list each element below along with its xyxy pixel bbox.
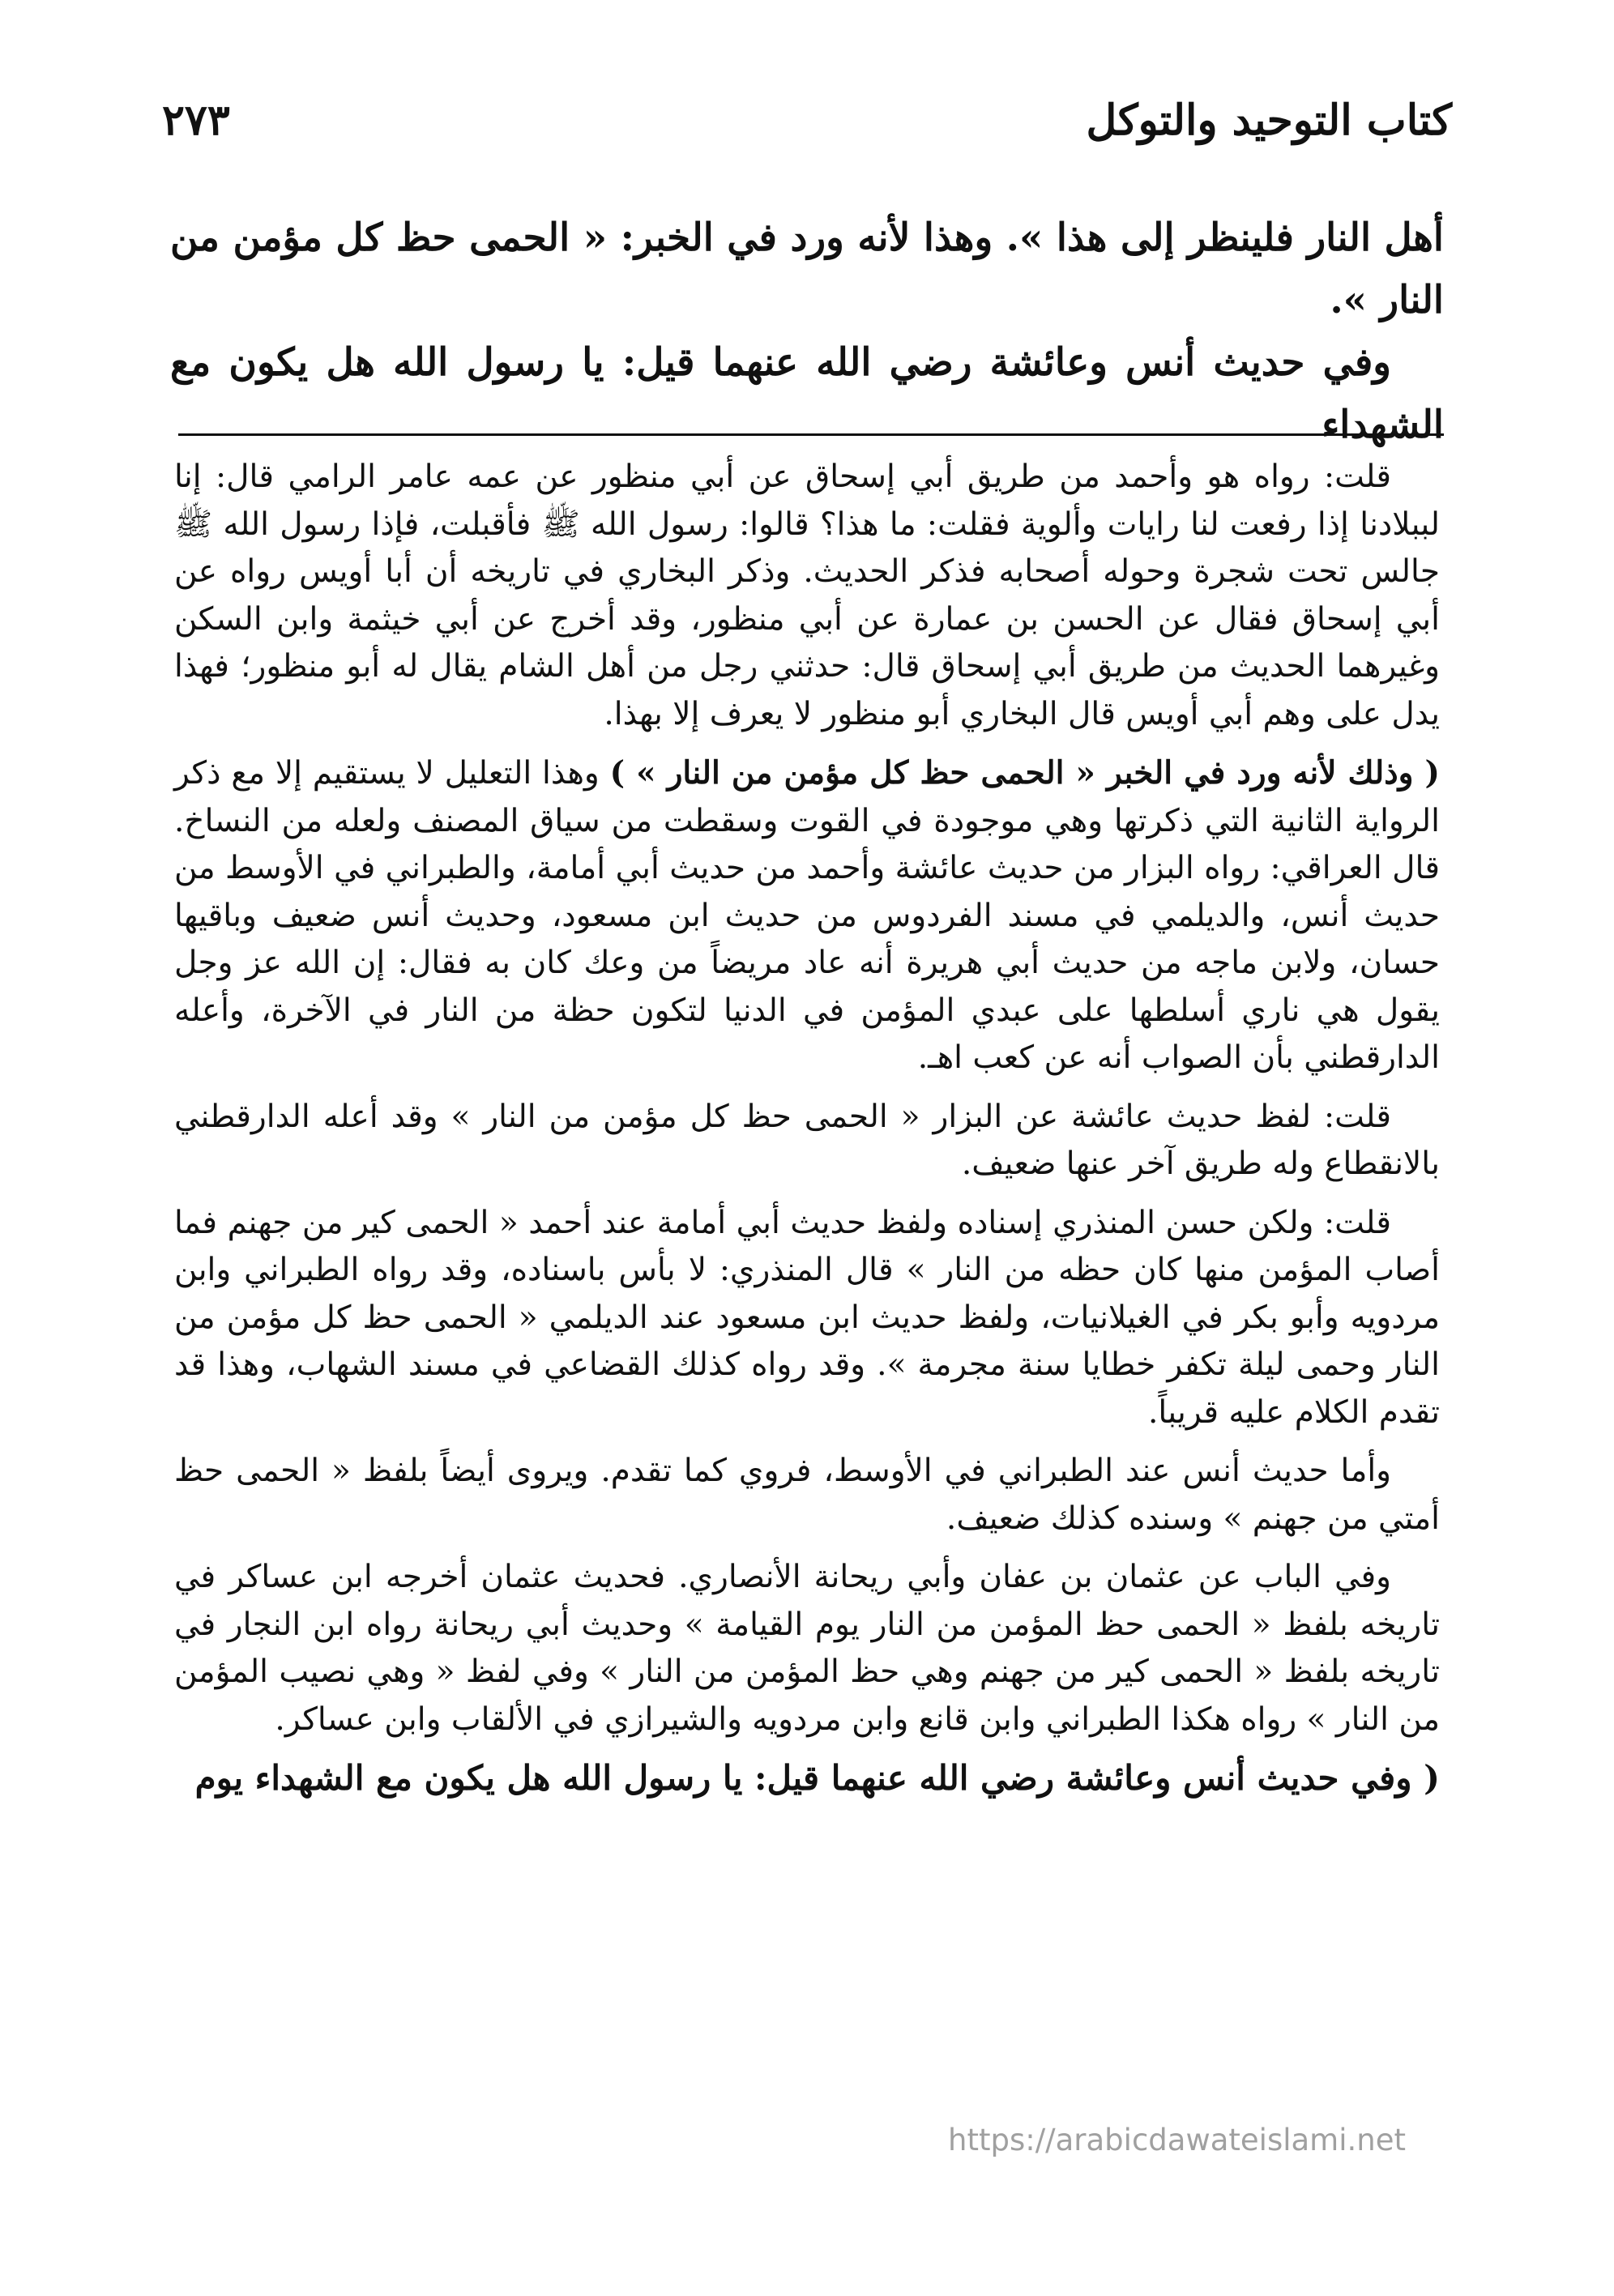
quoted-matn: ( وفي حديث أنس وعائشة رضي الله عنهما قيل: يا رسول الله هل يكون مع الشهداء يوم bbox=[194, 1758, 1440, 1798]
quoted-matn: ( وذلك لأنه ورد في الخبر « الحمى حظ كل مؤمن من النار » ) bbox=[609, 754, 1441, 792]
watermark-url: https://arabicdawateislami.net bbox=[948, 2123, 1406, 2157]
commentary-paragraph: قلت: لفظ حديث عائشة عن البزار « الحمى حظ كل مؤمن من النار » وقد أعله الدارقطني بالانقطاع وله طريق آخر عنها ضعيف. bbox=[174, 1098, 1440, 1182]
commentary-paragraph: قلت: رواه هو وأحمد من طريق أبي إسحاق عن أبي منظور عن عمه عامر الرامي قال: إنا لببلادنا إذا رفعت لنا رايات وألوية فقلت: ما هذا؟ قالوا: رسول الله ﷺ فأقبلت، فإذا رسول الله ﷺ جالس تحت شجرة وحوله أصحابه فذكر الحديث. وذكر البخاري في تاريخه أن أبا أويس رواه عن أبي إسحاق فقال عن الحسن بن عمارة عن أبي منظور، وقد أخرج عن أبي خيثمة وابن السكن وغيرهما الحديث من طريق أبي إسحاق قال: حدثني رجل من أهل الشام يقال له أبو منظور؛ فهذا يدل على وهم أبي أويس قال البخاري أبو منظور لا يعرف إلا بهذا. bbox=[174, 459, 1440, 732]
page-header bbox=[162, 96, 1452, 169]
commentary-text: وهذا التعليل لا يستقيم إلا مع ذكر الرواية الثانية التي ذكرتها وهي موجودة في القوت وسقطت من سياق المصنف ولعله من النساخ. قال العراقي: رواه البزار من حديث عائشة وأحمد من حديث أبي أمامة، والطبراني في الأوسط من حديث أنس، والديلمي في مسند الفردوس من حديث ابن مسعود، وحديث أنس ضعيف وباقيها حسان، ولابن ماجه من حديث أبي هريرة أنه عاد مريضاً من وعك كان به فقال: إن الله عز وجل يقول هي ناري أسلطها على عبدي المؤمن في الدنيا لتكون حظة من النار في الآخرة، وأعله الدارقطني بأن الصواب أنه عن كعب اهـ. bbox=[174, 755, 1441, 1076]
main-paragraph: وفي حديث أنس وعائشة رضي الله عنهما قيل: يا رسول الله هل يكون مع الشهداء bbox=[170, 340, 1444, 447]
commentary-paragraph bbox=[174, 749, 1440, 1082]
page-number: ٢٧٣ bbox=[162, 96, 230, 145]
commentary-paragraph: قلت: ولكن حسن المنذري إسناده ولفظ حديث أبي أمامة عند أحمد « الحمى كير من جهنم فما أصاب المؤمن منها كان حظه من النار » قال المنذري: لا بأس باسناده، وقد رواه الطبراني وابن مردويه وأبو بكر في الغيلانيات، ولفظ حديث ابن مسعود عند الديلمي « الحمى حظ كل مؤمن من النار وحمى ليلة تكفر خطايا سنة مجرمة ». وقد رواه كذلك القضاعي في مسند الشهاب، وهذا قد تقدم الكلام عليه قريباً. bbox=[174, 1204, 1440, 1431]
running-title: كتاب التوحيد والتوكل bbox=[1086, 96, 1452, 145]
separator-rule bbox=[178, 433, 1444, 436]
commentary bbox=[174, 454, 1440, 1814]
main-text bbox=[170, 207, 1444, 456]
commentary-paragraph: وفي الباب عن عثمان بن عفان وأبي ريحانة الأنصاري. فحديث عثمان أخرجه ابن عساكر في تاريخه بلفظ « الحمى حظ المؤمن من النار يوم القيامة » وحديث أبي ريحانة رواه ابن النجار في تاريخه بلفظ « الحمى كير من جهنم وهي حظ المؤمن من النار » وفي لفظ « وهي نصيب المؤمن من النار » رواه هكذا الطبراني وابن قانع وابن مردويه والشيرازي في الألقاب وابن عساكر. bbox=[174, 1559, 1440, 1738]
main-paragraph: أهل النار فلينظر إلى هذا ». وهذا لأنه ورد في الخبر: « الحمى حظ كل مؤمن من النار ». bbox=[170, 216, 1444, 322]
commentary-paragraph: وأما حديث أنس عند الطبراني في الأوسط، فروي كما تقدم. ويروى أيضاً بلفظ « الحمى حظ أمتي من جهنم » وسنده كذلك ضعيف. bbox=[174, 1453, 1440, 1537]
